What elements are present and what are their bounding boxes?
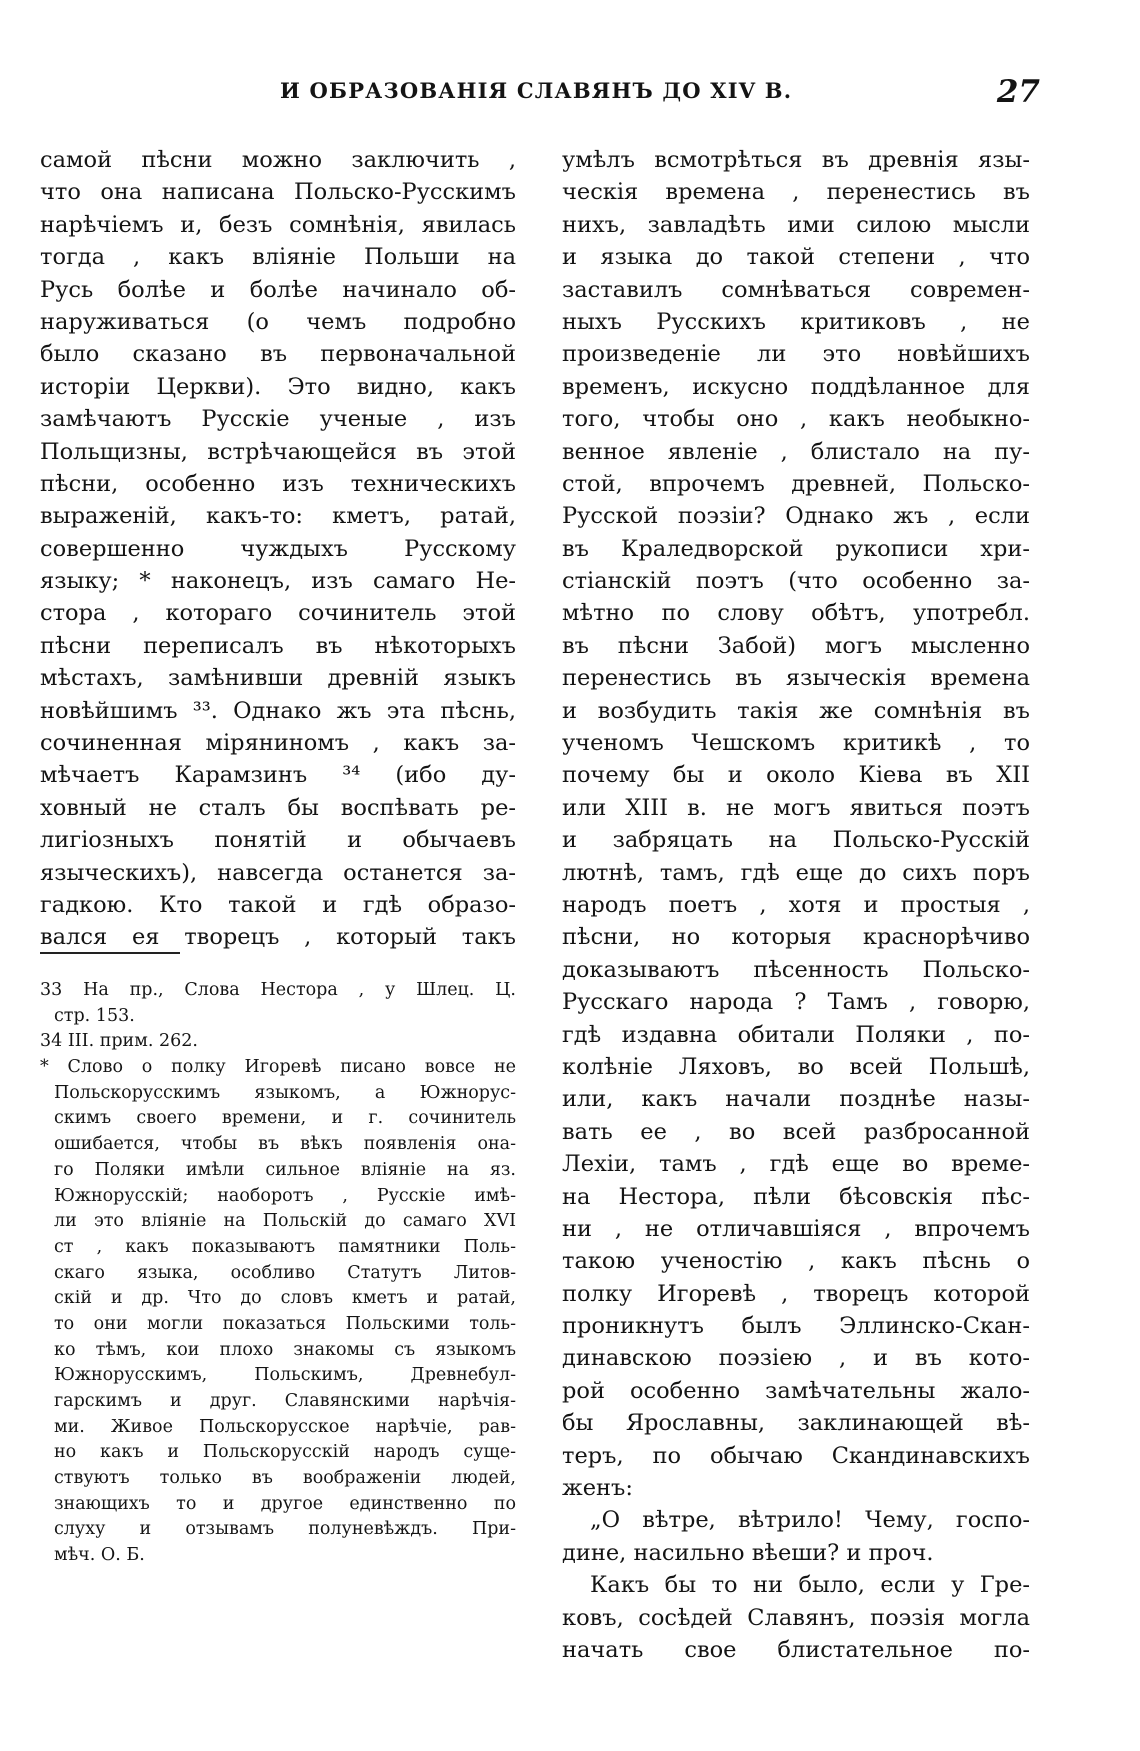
text-line: почему бы и около Кіева въ XII xyxy=(562,762,1030,789)
footnote-line: но какъ и Польскорусскій народъ суще- xyxy=(54,1442,516,1463)
footnote-line: то они могли показаться Польскими толь- xyxy=(54,1313,516,1334)
text-line: вать ее , во всей разбросанной xyxy=(562,1118,1030,1145)
text-line: пѣсни переписалъ въ нѣкоторыхъ xyxy=(40,632,516,659)
text-line: Какъ бы то ни было, если у Гре- xyxy=(590,1572,1030,1599)
text-line: ученомъ Чешскомъ критикѣ , то xyxy=(562,730,1030,757)
left-column xyxy=(40,144,516,954)
footnote-line: скимъ своего времени, и г. сочинитель xyxy=(54,1108,516,1129)
text-line: бы Ярославны, заклинающей вѣ- xyxy=(562,1410,1030,1437)
footnote-line: ошибается, чтобы въ вѣкъ появленія она- xyxy=(54,1134,516,1155)
text-line: народъ поетъ , хотя и простыя , xyxy=(562,891,1030,918)
text-line: что она написана Польско-Русскимъ xyxy=(40,179,516,206)
text-line: стой, впрочемъ древней, Польско- xyxy=(562,470,1030,497)
footnote-line: скій и др. Что до словъ кметъ и ратай, xyxy=(54,1288,516,1309)
text-line: заставилъ сомнѣваться современ- xyxy=(562,276,1030,303)
footnote-line: гарскимъ и друг. Славянскими нарѣчія- xyxy=(54,1391,516,1411)
text-line: Лехіи, тамъ , гдѣ еще во време- xyxy=(562,1151,1030,1178)
text-line: сочиненная міряниномъ , какъ за- xyxy=(40,730,516,757)
text-line: „О вѣтре, вѣтрило! Чему, госпо- xyxy=(590,1507,1030,1534)
text-line: и языка до такой степени , что xyxy=(562,244,1030,271)
text-line: произведеніе ли это новѣйшихъ xyxy=(562,341,1030,368)
text-line: нихъ, завладѣть ими силою мысли xyxy=(562,211,1030,238)
text-line: ковъ, сосѣдей Славянъ, поэзія могла xyxy=(562,1604,1030,1631)
footnote-divider xyxy=(40,952,180,954)
text-line: стіанскій поэтъ (что особенно за- xyxy=(562,568,1030,595)
text-line: было сказано въ первоначальной xyxy=(40,341,516,368)
text-line: совершенно чуждыхъ Русскому xyxy=(40,535,516,562)
text-line: вался ея творецъ , который такъ xyxy=(40,924,516,951)
footnote-line: Южнорусскимъ, Польскимъ, Древнебул- xyxy=(54,1365,516,1386)
text-line: стора , котораго сочинитель этой xyxy=(40,600,516,627)
text-line: дине, насильно вѣеши? и проч. xyxy=(562,1539,934,1566)
footnote-line: ли это вліяніе на Польскій до самаго XVI xyxy=(54,1211,516,1232)
footnote-line: знающихъ то и другое единственно по xyxy=(54,1493,516,1514)
text-line: тогда , какъ вліяніе Польши на xyxy=(40,244,516,271)
text-line: языческихъ), навсегда останется за- xyxy=(40,859,516,886)
text-line: Польщизны, встрѣчающейся въ этой xyxy=(40,438,516,465)
text-line: доказываютъ пѣсенность Польско- xyxy=(562,956,1030,983)
page-header xyxy=(280,74,1040,110)
footnote-line: го Поляки имѣли сильное вліяніе на яз. xyxy=(54,1159,516,1180)
text-line: Русскаго народа ? Тамъ , говорю, xyxy=(562,989,1030,1016)
text-line: новѣйшимъ ³³. Однако жъ эта пѣснь, xyxy=(40,697,516,724)
text-line: такою ученостію , какъ пѣснь о xyxy=(562,1248,1030,1275)
text-line: или, какъ начали позднѣе назы- xyxy=(562,1086,1030,1113)
text-line: исторіи Церкви). Это видно, какъ xyxy=(40,373,516,400)
text-line: того, чтобы оно , какъ необыкно- xyxy=(562,406,1030,433)
text-line: мѣтно по слову обѣтъ, употребл. xyxy=(562,600,1030,627)
text-line: временъ, искусно поддѣланное для xyxy=(562,373,1030,400)
text-line: лигіозныхъ понятій и обычаевъ xyxy=(40,827,516,854)
text-line: ни , не отличавшіяся , впрочемъ xyxy=(562,1215,1030,1242)
text-line: проникнутъ былъ Эллинско-Скан- xyxy=(562,1313,1030,1340)
text-line: Русь болѣе и болѣе начинало об- xyxy=(40,276,516,303)
footnote-line: ми. Живое Польскорусское нарѣчіе, рав- xyxy=(54,1416,516,1437)
right-column xyxy=(562,144,1030,1666)
footnote-line: ствуютъ только въ воображеніи людей, xyxy=(54,1468,516,1489)
text-line: женъ: xyxy=(562,1475,633,1502)
text-line: въ пѣсни Забой) могъ мысленно xyxy=(562,632,1030,659)
footnote-line: 33 На пр., Слова Нестора , у Шлец. Ц. xyxy=(40,980,516,1000)
text-line: на Нестора, пѣли бѣсовскія пѣс- xyxy=(562,1183,1030,1210)
text-line: колѣніе Ляховъ, во всей Польшѣ, xyxy=(562,1053,1030,1080)
text-line: Русской поэзіи? Однако жъ , если xyxy=(562,503,1030,530)
text-line: или XIII в. не могъ явиться поэтъ xyxy=(562,794,1030,821)
text-line: рой особенно замѣчательны жало- xyxy=(562,1377,1030,1404)
text-line: замѣчаютъ Русскіе ученые , изъ xyxy=(40,406,516,433)
footnote-line: 34 III. прим. 262. xyxy=(40,1031,198,1052)
text-line: умѣлъ всмотрѣться въ древнія язы- xyxy=(562,147,1030,173)
text-line: и возбудить такія же сомнѣнія въ xyxy=(562,697,1030,724)
text-line: гадкою. Кто такой и гдѣ образо- xyxy=(40,891,516,918)
text-line: мѣстахъ, замѣнивши древній языкъ xyxy=(40,665,516,692)
footnote-line: слуху и отзывамъ полуневѣждъ. При- xyxy=(54,1519,516,1540)
text-line: ныхъ Русскихъ критиковъ , не xyxy=(562,308,1030,335)
text-line: ховный не сталъ бы воспѣвать ре- xyxy=(40,794,516,821)
text-line: начать свое блистательное по- xyxy=(562,1636,1030,1663)
footnote-line: Южнорусскій; наоборотъ , Русскіе имѣ- xyxy=(54,1185,516,1206)
text-line: въ Краледворской рукописи хри- xyxy=(562,535,1030,562)
footnote-line: мѣч. О. Б. xyxy=(54,1545,145,1566)
text-line: динавскою поэзіею , и въ кото- xyxy=(562,1345,1030,1372)
text-line: пѣсни, особенно изъ техническихъ xyxy=(40,470,516,497)
text-line: мѣчаетъ Карамзинъ ³⁴ (ибо ду- xyxy=(40,762,516,789)
footnote-line: скаго языка, особливо Статутъ Литов- xyxy=(54,1262,516,1283)
text-line: теръ, по обычаю Скандинавскихъ xyxy=(562,1442,1030,1469)
running-title: И ОБРАЗОВАНІЯ СЛАВЯНЪ ДО XIV В. xyxy=(280,78,793,103)
footnote-line: Польскорусскимъ языкомъ, а Южнорус- xyxy=(54,1082,516,1103)
footnote-line: ко тѣмъ, кои плохо знакомы съ языкомъ xyxy=(54,1339,516,1360)
footnote-line: стр. 153. xyxy=(54,1005,135,1026)
text-line: перенестись въ языческія времена xyxy=(562,665,1030,692)
text-line: лютнѣ, тамъ, гдѣ еще до сихъ поръ xyxy=(562,859,1030,886)
footnotes xyxy=(40,978,516,1569)
footnote-line: * Слово о полку Игоревѣ писано вовсе не xyxy=(40,1057,516,1078)
text-line: наруживаться (о чемъ подробно xyxy=(40,308,516,335)
text-line: ческія времена , перенестись въ xyxy=(562,179,1030,206)
text-line: пѣсни, но которыя краснорѣчиво xyxy=(562,924,1030,951)
text-line: полку Игоревѣ , творецъ которой xyxy=(562,1280,1030,1307)
text-line: языку; * наконецъ, изъ самаго Не- xyxy=(40,568,516,595)
text-line: нарѣчіемъ и, безъ сомнѣнія, явилась xyxy=(40,211,516,238)
text-line: выраженій, какъ-то: кметъ, ратай, xyxy=(40,503,516,530)
text-line: самой пѣсни можно заключить , xyxy=(40,147,516,173)
text-line: гдѣ издавна обитали Поляки , по- xyxy=(562,1021,1030,1048)
text-line: венное явленіе , блистало на пу- xyxy=(562,438,1030,465)
text-line: и забряцать на Польско-Русскій xyxy=(562,827,1030,854)
page-number: 27 xyxy=(996,74,1040,110)
footnote-line: ст , какъ показываютъ памятники Поль- xyxy=(54,1236,516,1257)
